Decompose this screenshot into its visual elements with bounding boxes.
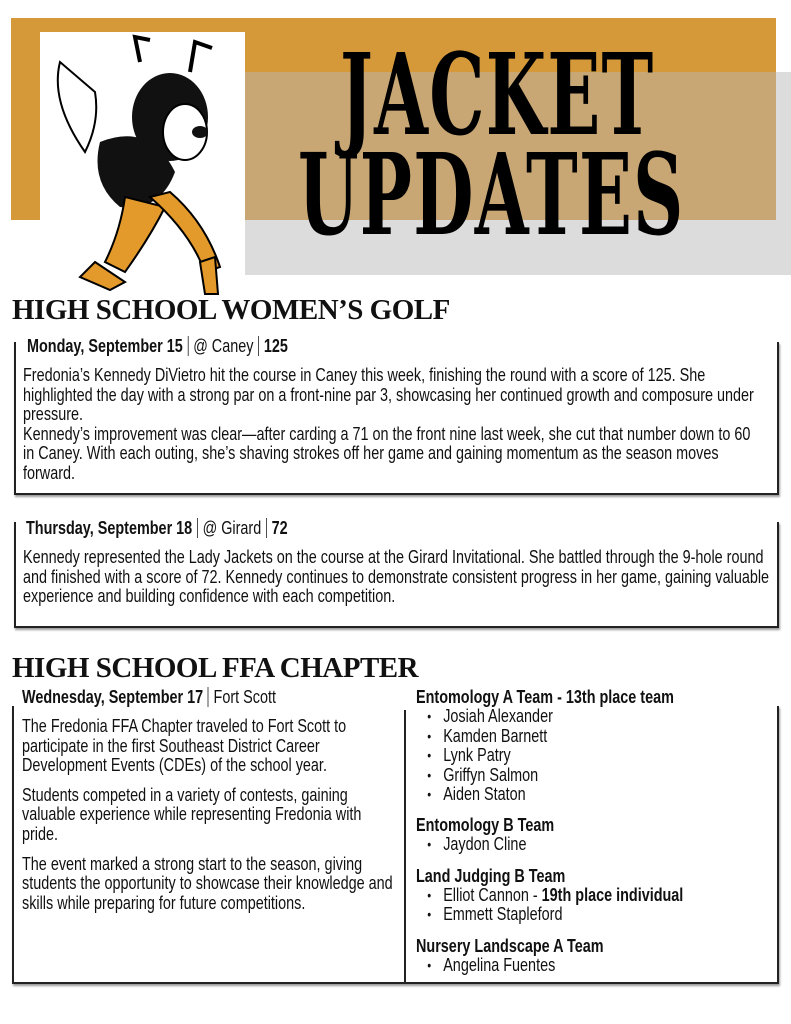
member-award: 19th place individual: [541, 884, 684, 905]
paragraph: The Fredonia FFA Chapter traveled to Fort Scott to participate in the first Southeast District Career Development Events (CDEs) of the school year.: [22, 716, 347, 776]
golf-event-text: [23, 548, 771, 607]
paragraph: Kennedy represented the Lady Jackets on the course at the Girard Invitational. She battled through the 9-hole round and finished with a score of 72. Kennedy continues to demonstrate consistent progress in her game, gaining valuable experience and building confidence with each competition.: [23, 547, 770, 607]
member-name: Elliot Cannon: [443, 884, 529, 905]
paragraph: Students competed in a variety of contests, gaining valuable experience while representing Fredonia with pride.: [22, 784, 362, 844]
team-placement: 13th place team: [565, 687, 674, 707]
divider: [266, 518, 267, 538]
golf-section-heading: HIGH SCHOOL WOMEN’S GOLF: [12, 294, 450, 326]
team-heading: Entomology A Team - 13th place team: [416, 687, 674, 707]
team-members: [416, 835, 768, 855]
team-members: [416, 956, 768, 976]
list-item: • Emmett Stapleford: [443, 905, 768, 925]
divider: [258, 336, 259, 356]
yellow-jacket-mascot-icon: [40, 32, 245, 297]
divider: [208, 687, 209, 707]
ffa-results: [416, 687, 768, 975]
paragraph: Kennedy’s improvement was clear—after carding a 71 on the front nine last week, she cut that number down to 60 in Caney. With each outing, she’s shaving strokes off her game and gaining momentum as the season moves forward.: [23, 423, 751, 483]
ffa-event-header: [22, 687, 276, 708]
list-item: • Lynk Patry: [443, 746, 768, 766]
newsletter-title-line1: JACKET: [340, 30, 655, 161]
list-item: • Aiden Staton: [443, 785, 768, 805]
paragraph: Fredonia’s Kennedy DiVietro hit the course in Caney this week, finishing the round with a score of 125. She highlighted the day with a strong par on a front-nine par 3, showcasing her continued growth and composure under pressure.: [23, 365, 754, 425]
golf-event-header: [27, 336, 288, 357]
golf-event-header: [26, 518, 288, 539]
list-item: • Kamden Barnett: [443, 727, 768, 747]
team-heading: Land Judging B Team: [416, 865, 566, 886]
event-location: @ Girard: [202, 518, 262, 538]
event-date: Thursday, September 18: [26, 518, 193, 538]
paragraph: The event marked a strong start to the season, giving students the opportunity to showcase their knowledge and skills while preparing for future competitions.: [22, 853, 393, 913]
event-date: Monday, September 15: [27, 336, 183, 356]
event-score: 72: [271, 518, 288, 538]
logo-panel: [40, 32, 245, 275]
list-item: • Angelina Fuentes: [443, 956, 768, 976]
list-item: • Elliot Cannon - 19th place individual: [443, 886, 768, 906]
event-location: @ Caney: [193, 336, 254, 356]
list-item: • Jaydon Cline: [443, 835, 768, 855]
column-divider: [404, 710, 406, 984]
ffa-description: [22, 717, 398, 923]
event-date: Wednesday, September 17: [22, 687, 204, 707]
team-name: Entomology A Team: [416, 687, 554, 707]
event-location: Fort Scott: [213, 687, 276, 707]
team-members: [416, 886, 768, 925]
team-heading: Nursery Landscape A Team: [416, 935, 604, 956]
newsletter-title-line2: UPDATES: [298, 130, 685, 261]
team-heading: Entomology B Team: [416, 814, 555, 835]
divider: [197, 518, 198, 538]
golf-event-text: [23, 366, 765, 484]
ffa-section-heading: HIGH SCHOOL FFA CHAPTER: [12, 652, 419, 684]
divider: [188, 336, 189, 356]
team-members: [416, 707, 768, 805]
list-item: • Griffyn Salmon: [443, 766, 768, 786]
event-score: 125: [263, 336, 288, 356]
list-item: • Josiah Alexander: [443, 707, 768, 727]
